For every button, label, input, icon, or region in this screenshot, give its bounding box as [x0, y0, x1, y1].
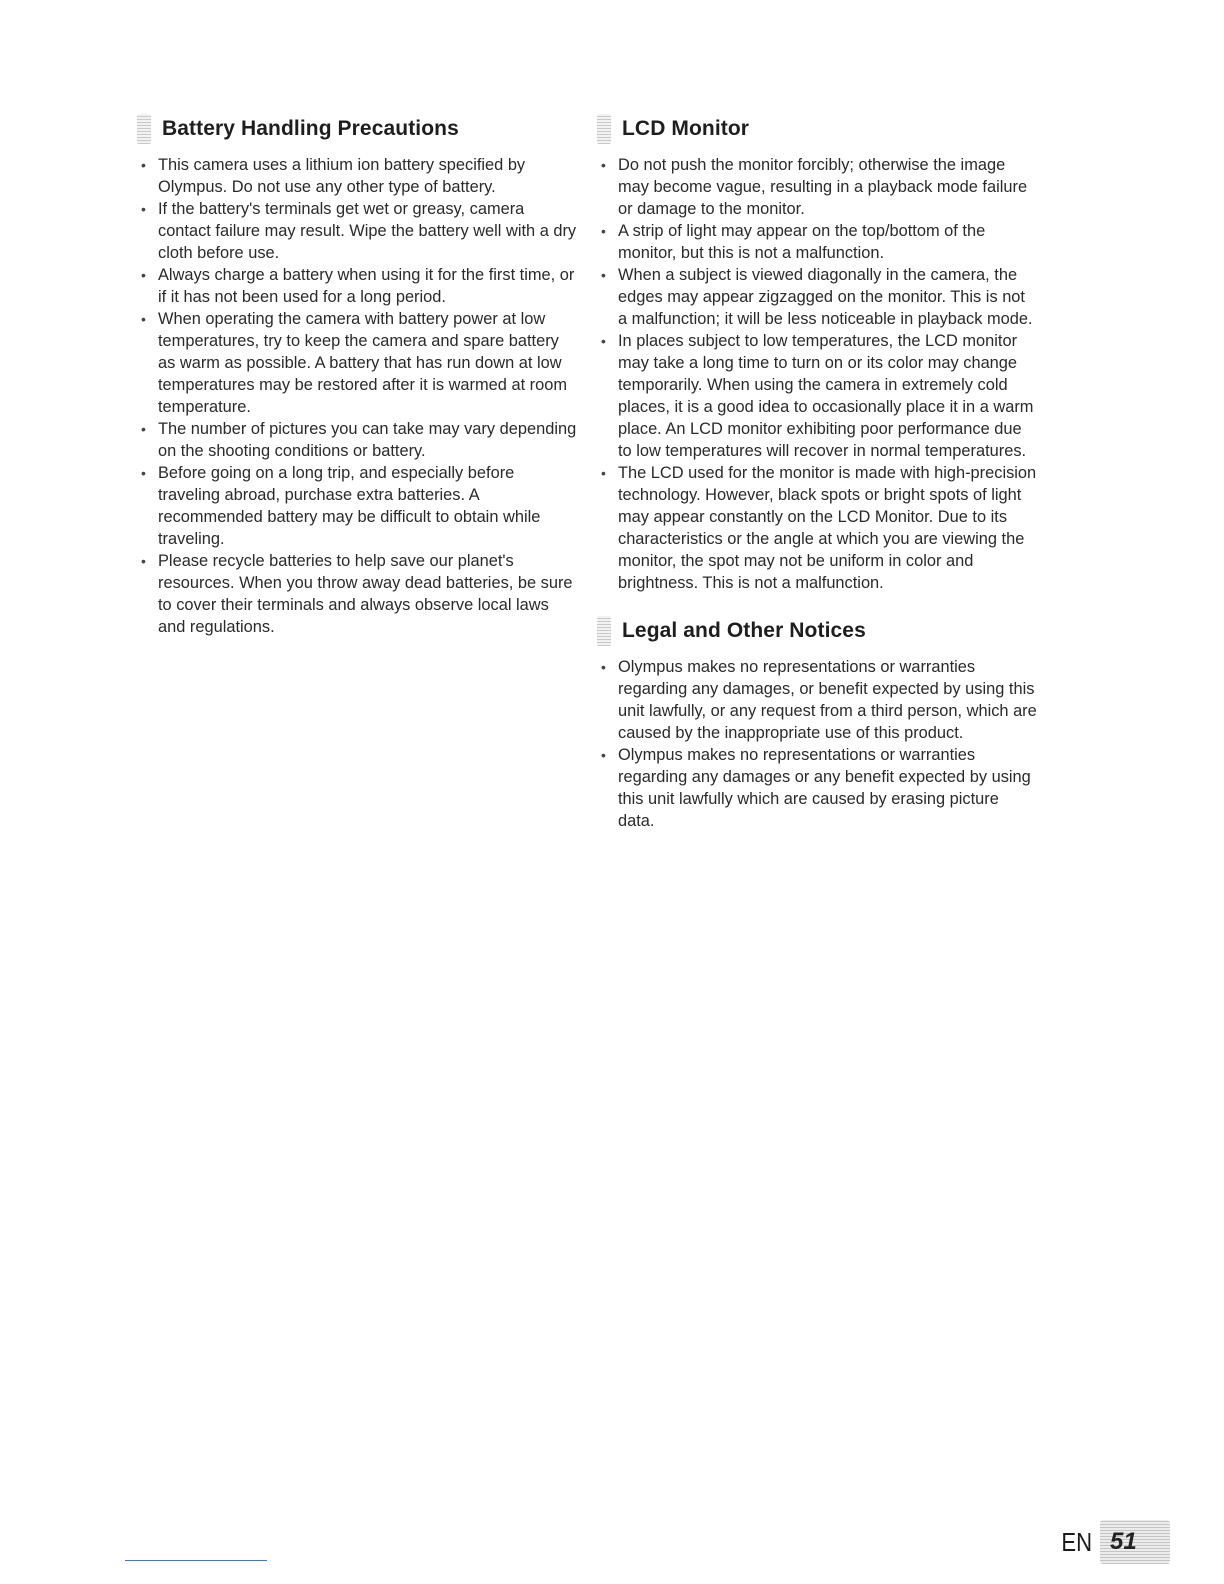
list-item: • Before going on a long trip, and especially before traveling abroad, purchase extra batteries. A recommended battery may be difficult to obtain while traveling. [141, 464, 541, 548]
bullet-icon: • [601, 465, 606, 481]
bullet-icon: • [141, 553, 146, 569]
bullet-icon: • [601, 659, 606, 675]
page-footer [1056, 1520, 1170, 1564]
bullet-icon: • [601, 333, 606, 349]
lcd-heading-text: LCD Monitor [622, 117, 750, 140]
heading-marker-icon [597, 114, 611, 144]
bullet-icon: • [141, 311, 146, 327]
list-item: • The LCD used for the monitor is made with high-precision technology. However, black spots or bright spots of light may appear constantly on the LCD Monitor. Due to its characteristics or the angle at which you are viewing the monitor, the spot may not be uniform in color and brightness. This is not a malfunction. [601, 464, 1037, 592]
list-item: • In places subject to low temperatures, the LCD monitor may take a long time to turn on or its color may change temporarily. When using the camera in extremely cold places, it is a good idea to occasionally place it in a warm place. An LCD monitor exhibiting poor performance due to low temperatures will recover in normal temperatures. [601, 332, 1034, 460]
page-number: 51 [1100, 1520, 1170, 1564]
lcd-heading [597, 112, 1037, 146]
list-item: • When a subject is viewed diagonally in the camera, the edges may appear zigzagged on the monitor. This is not a malfunction; it will be less noticeable in playback mode. [601, 266, 1033, 328]
battery-list [137, 154, 577, 638]
bullet-icon: • [141, 201, 146, 217]
legal-heading [597, 614, 1037, 648]
heading-marker-icon [597, 616, 611, 646]
bullet-icon: • [601, 157, 606, 173]
list-item: • This camera uses a lithium ion battery specified by Olympus. Do not use any other type of battery. [141, 156, 526, 196]
list-item: • Do not push the monitor forcibly; otherwise the image may become vague, resulting in a playback mode failure or damage to the monitor. [601, 156, 1028, 218]
lcd-list [597, 154, 1037, 594]
list-item: • Olympus makes no representations or warranties regarding any damages or any benefit expected by using this unit lawfully which are caused by erasing picture data. [601, 746, 1031, 830]
legal-list [597, 656, 1037, 832]
list-item: • A strip of light may appear on the top/bottom of the monitor, but this is not a malfunction. [601, 222, 986, 262]
language-label: EN [1061, 1526, 1092, 1557]
bullet-icon: • [141, 421, 146, 437]
right-column [597, 112, 1037, 852]
bullet-icon: • [601, 747, 606, 763]
list-item: • The number of pictures you can take may vary depending on the shooting conditions or battery. [141, 420, 577, 460]
list-item: • If the battery's terminals get wet or greasy, camera contact failure may result. Wipe the battery well with a dry cloth before use. [141, 200, 577, 262]
list-item: • When operating the camera with battery power at low temperatures, try to keep the camera and spare battery as warm as possible. A battery that has run down at low temperatures may be restored after it is warmed at room temperature. [141, 310, 568, 416]
battery-heading-text: Battery Handling Precautions [162, 117, 459, 140]
bullet-icon: • [141, 267, 146, 283]
left-column [137, 112, 577, 658]
legal-heading-text: Legal and Other Notices [622, 619, 866, 642]
list-item: • Please recycle batteries to help save our planet's resources. When you throw away dead batteries, be sure to cover their terminals and always observe local laws and regulations. [141, 552, 573, 636]
list-item: • Olympus makes no representations or warranties regarding any damages, or benefit expected by using this unit lawfully, or any request from a third person, which are caused by the inappropriate use of this product. [601, 658, 1037, 742]
list-item: • Always charge a battery when using it for the first time, or if it has not been used for a long period. [141, 266, 575, 306]
bullet-icon: • [141, 465, 146, 481]
bullet-icon: • [141, 157, 146, 173]
footnote-rule [125, 1560, 267, 1561]
battery-heading [137, 112, 577, 146]
bullet-icon: • [601, 267, 606, 283]
legal-section [597, 614, 1037, 832]
battery-section [137, 112, 577, 638]
bullet-icon: • [601, 223, 606, 239]
heading-marker-icon [137, 114, 151, 144]
lcd-section [597, 112, 1037, 594]
